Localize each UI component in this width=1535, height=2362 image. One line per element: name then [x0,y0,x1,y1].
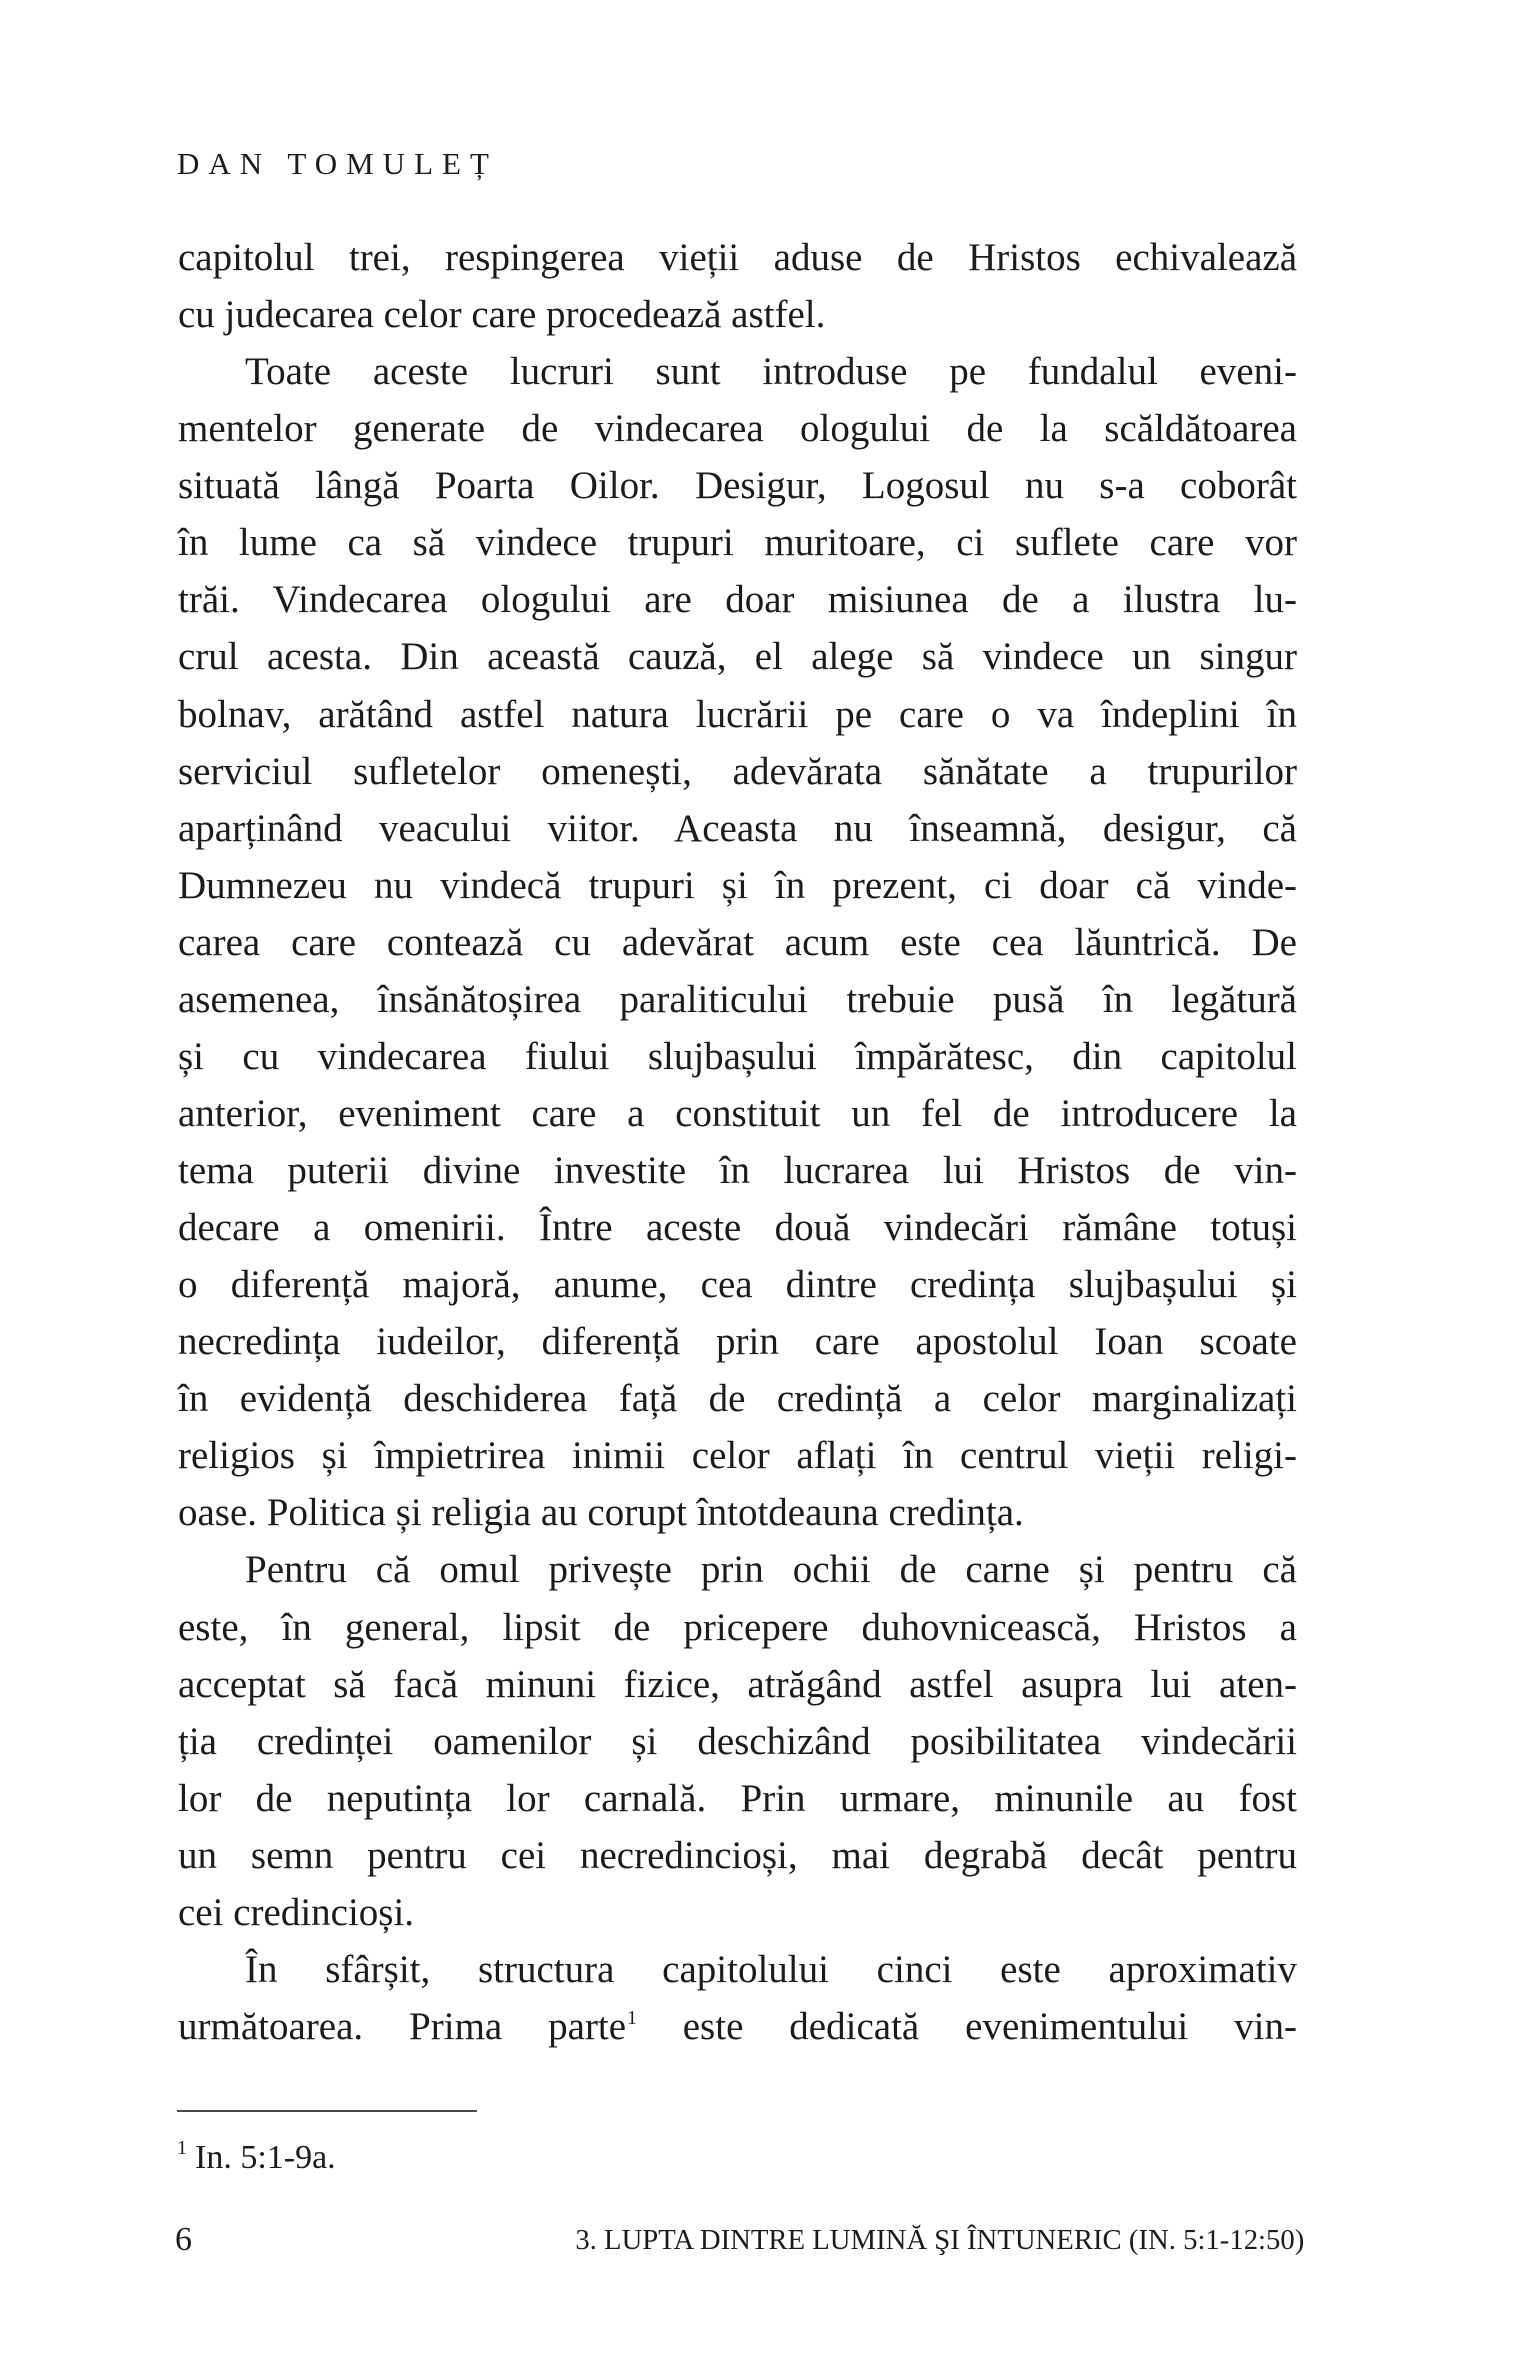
text-line: este, în general, lipsit de pricepere duhovnicească, Hristos a [178,1605,1297,1649]
text-line: serviciul sufletelor omenești, adevărata sănătate a trupurilor [178,749,1297,793]
text-line: trăi. Vindecarea ologului are doar misiunea de a ilustra lu- [178,578,1297,622]
footnote-separator [177,2110,477,2112]
text-line: necredința iudeilor, diferență prin care apostolul Ioan scoate [178,1320,1297,1364]
text-line: religios și împietrirea inimii celor aflați în centrul vieții religi- [178,1434,1297,1478]
text-line: în lume ca să vindece trupuri muritoare, ci suflete care vor [178,521,1297,565]
text-line: În sfârșit, structura capitolului cinci este aproximativ [245,1947,1297,1991]
text-line: mentelor generate de vindecarea ologului de la scăldătoarea [178,407,1297,451]
text-line: bolnav, arătând astfel natura lucrării pe care o va îndeplini în [178,692,1297,736]
text-line: un semn pentru cei necredincioși, mai degrabă decât pentru [178,1833,1297,1877]
text-line-segment: următoarea. Prima parte [178,2004,627,2048]
text-line: asemenea, însănătoșirea paraliticului trebuie pusă în legătură [178,977,1297,1021]
text-line [178,1998,1297,2055]
text-line: în evidență deschiderea față de credință a celor marginalizați [178,1377,1297,1421]
text-line: lor de neputința lor carnală. Prin urmare, minunile au fost [178,1776,1297,1820]
footnote-1 [177,2128,336,2178]
text-line: Pentru că omul privește prin ochii de carne și pentru că [245,1548,1297,1592]
text-line: carea care contează cu adevărat acum este cea lăuntrică. De [178,920,1297,964]
text-line: și cu vindecarea fiului slujbașului împărătesc, din capitolul [178,1034,1297,1078]
text-line: decare a omenirii. Între aceste două vindecări rămâne totuși [178,1206,1297,1250]
text-line: crul acesta. Din această cauză, el alege să vindece un singur [178,635,1297,679]
text-line: acceptat să facă minuni fizice, atrăgând astfel asupra lui aten- [178,1662,1297,1706]
text-line: Toate aceste lucruri sunt introduse pe fundalul eveni- [245,350,1297,394]
text-line: cu judecarea celor care procedează astfel. [178,293,826,337]
text-line: oase. Politica și religia au corupt întotdeauna credința. [178,1491,1024,1535]
text-line: cei credincioși. [178,1890,415,1934]
text-line: o diferență majoră, anume, cea dintre credința slujbașului și [178,1263,1297,1307]
text-line: anterior, eveniment care a constituit un fel de introducere la [178,1091,1297,1135]
footnote-text: In. 5:1-9a. [195,2139,336,2176]
text-line: aparținând veacului viitor. Aceasta nu înseamnă, desigur, că [178,806,1297,850]
text-line: situată lângă Poarta Oilor. Desigur, Logosul nu s-a coborât [178,464,1297,508]
text-line: ția credinței oamenilor și deschizând posibilitatea vindecării [178,1719,1297,1763]
page-number: 6 [175,2221,192,2258]
footnote-reference[interactable]: 1 [627,2008,637,2030]
text-line: capitolul trei, respingerea vieții aduse de Hristos echivalează [178,236,1297,279]
running-foot-chapter-title [568,2222,1305,2258]
chapter-title-text: 3. LUPTA DINTRE LUMINĂ ŞI ÎNTUNERIC (IN. 5:1-12:50) [575,2224,1305,2256]
footnote-mark: 1 [177,2137,187,2159]
text-line: Dumnezeu nu vindecă trupuri și în prezent, ci doar că vinde- [178,863,1297,907]
text-line-segment: este dedicată evenimentului vin- [636,2004,1297,2048]
text-line: tema puterii divine investite în lucrarea lui Hristos de vin- [178,1149,1297,1192]
running-head-author: DAN TOMULEȚ [177,146,498,181]
body-text [178,229,1297,2055]
